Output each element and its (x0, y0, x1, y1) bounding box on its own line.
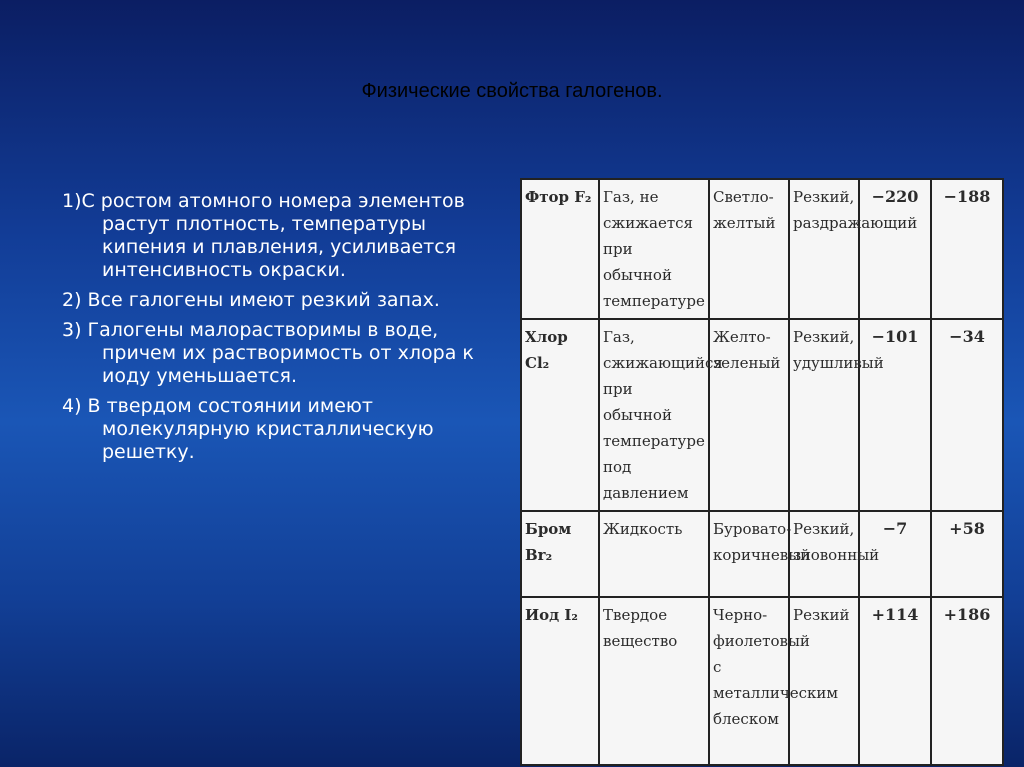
state-cell: Газ, не сжижается при обычной температуре (599, 179, 709, 319)
smell-cell: Резкий, раздражающий (789, 179, 859, 319)
melting-point-cell: −101 (859, 319, 931, 511)
slide-title: Физические свойства галогенов. (361, 80, 663, 102)
table-row (521, 511, 1003, 597)
boiling-point-cell: −34 (931, 319, 1003, 511)
boiling-point-cell: +186 (931, 597, 1003, 765)
element-cell: Фтор F₂ (521, 179, 599, 319)
boiling-point-cell: +58 (931, 511, 1003, 597)
bullet-item: 3) Галогены малорастворимы в воде, причем их растворимость от хлора к иоду уменьшается. (62, 319, 474, 387)
table-row (521, 597, 1003, 765)
color-cell: Черно-фиолетовый с металлическим блеском (709, 597, 789, 765)
element-cell: Хлор Cl₂ (521, 319, 599, 511)
element-cell: Бром Br₂ (521, 511, 599, 597)
halogen-properties-table (520, 178, 1004, 766)
color-cell: Желто-зеленый (709, 319, 789, 511)
melting-point-cell: −220 (859, 179, 931, 319)
bullet-item: 2) Все галогены имеют резкий запах. (62, 289, 440, 311)
table-row (521, 319, 1003, 511)
smell-cell: Резкий, зловонный (789, 511, 859, 597)
color-cell: Светло-желтый (709, 179, 789, 319)
smell-cell: Резкий, удушливый (789, 319, 859, 511)
melting-point-cell: +114 (859, 597, 931, 765)
state-cell: Жидкость (599, 511, 709, 597)
smell-cell: Резкий (789, 597, 859, 765)
table-row (521, 179, 1003, 319)
element-cell: Иод I₂ (521, 597, 599, 765)
state-cell: Газ, сжижающийся при обычной температуре под давлением (599, 319, 709, 511)
color-cell: Буровато-коричневый (709, 511, 789, 597)
bullet-item: 1)С ростом атомного номера элементов растут плотность, температуры кипения и плавления, усиливается интенсивность окраски. (62, 190, 465, 281)
boiling-point-cell: −188 (931, 179, 1003, 319)
bullet-item: 4) В твердом состоянии имеют молекулярную кристаллическую решетку. (62, 395, 434, 463)
state-cell: Твердое вещество (599, 597, 709, 765)
bullet-list (62, 190, 502, 471)
melting-point-cell: −7 (859, 511, 931, 597)
